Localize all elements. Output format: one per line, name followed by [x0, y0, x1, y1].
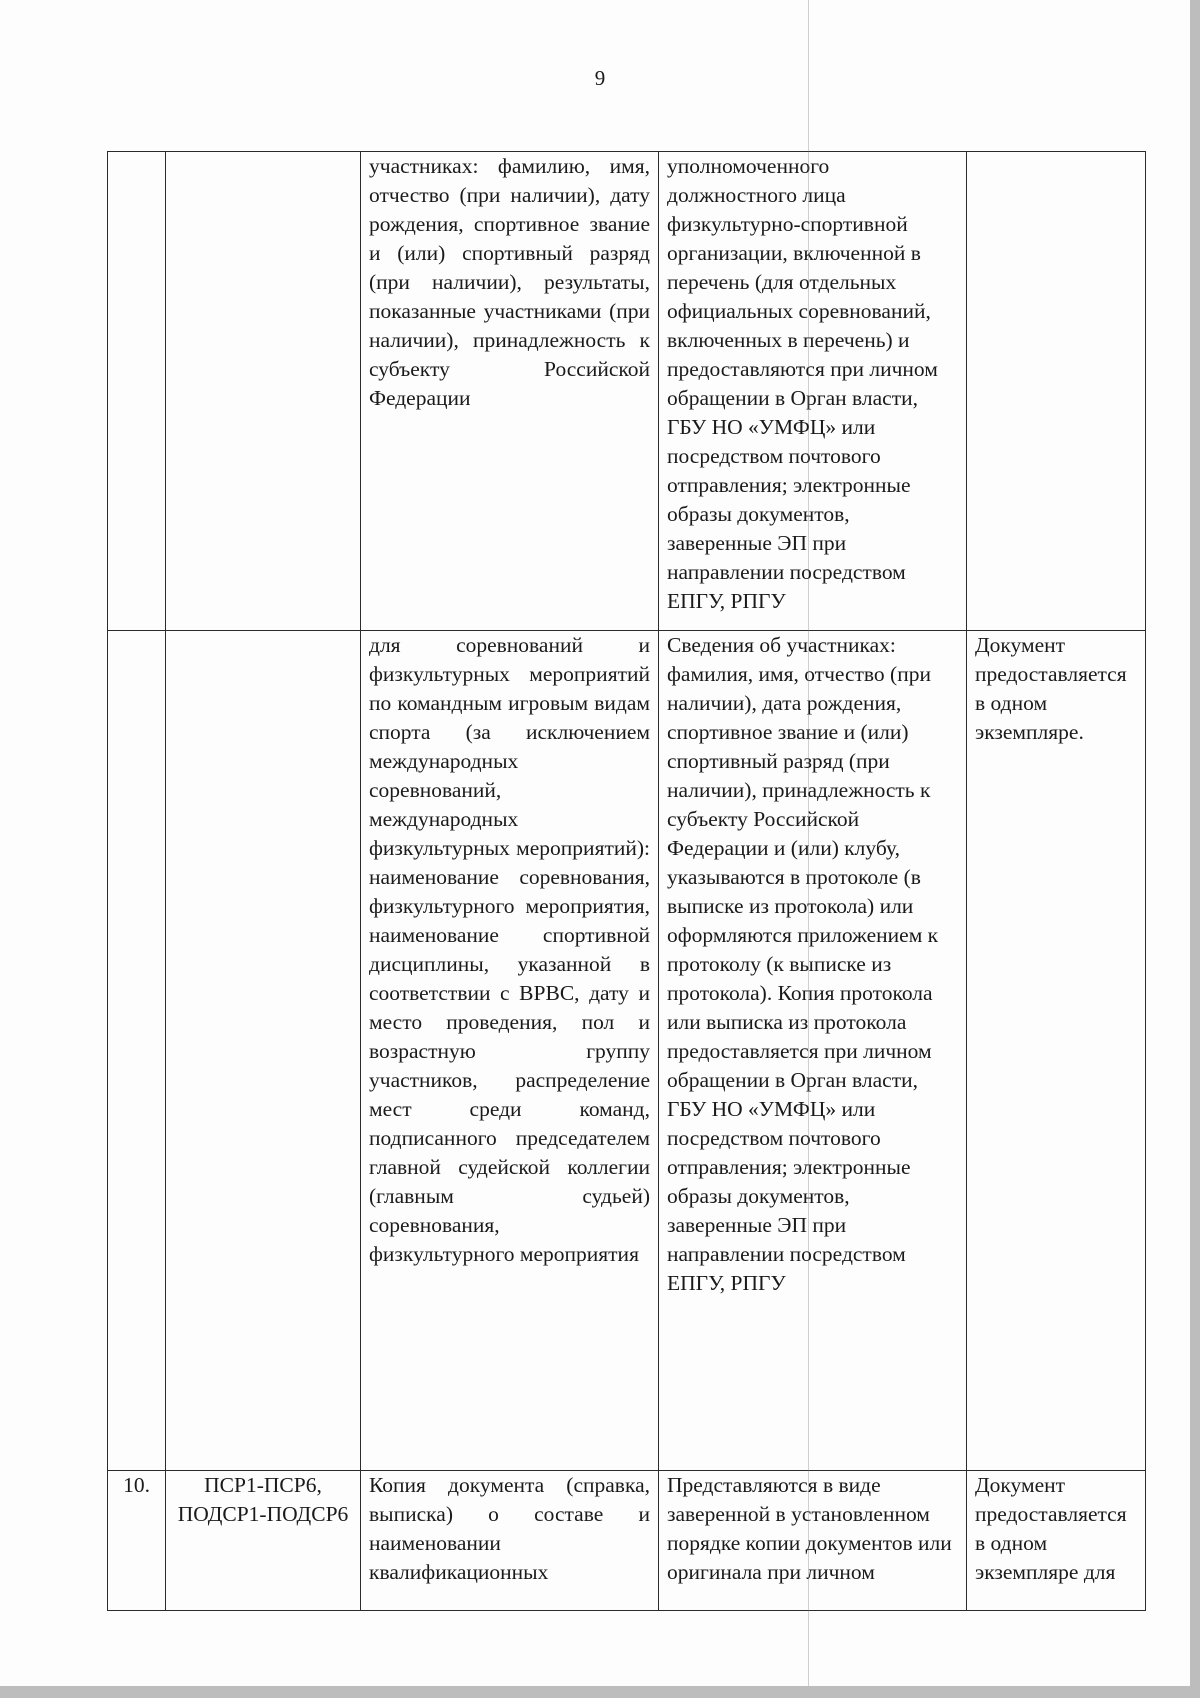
note-cell	[967, 631, 1146, 1471]
description-text: уполномоченного должностного лица физкультурно-спортивной организации, включенной в перечень (для отдельных официальных соревнований, включенных в перечень) и предоставляются при личном обращении в Орган власти, ГБУ НО «УМФЦ» или посредством почтового отправления; электронные образы документов, заверенные ЭП при направлении посредством ЕПГУ, РПГУ	[667, 154, 938, 613]
code-cell	[166, 1471, 361, 1611]
row-number-cell	[108, 152, 166, 631]
requirement-text: Копия документа (справка, выписка) о составе и наименовании квалификационных	[369, 1473, 650, 1584]
requirements-table	[107, 151, 1146, 1611]
note-cell	[967, 1471, 1146, 1611]
row-number-cell	[108, 631, 166, 1471]
table-row	[108, 152, 1146, 631]
note-cell	[967, 152, 1146, 631]
description-cell	[659, 152, 967, 631]
requirement-text: для соревнований и физкультурных мероприятий по командным игровым видам спорта (за исключением международных соревнований, международных физкультурных мероприятий): наименование соревнования, физкультурного мероприятия, наименование спортивной дисциплины, указанной в соответствии с ВРВС, дату и место проведения, пол и возрастную группу участников, распределение мест среди команд, подписанного председателем главной судейской коллегии (главным судьей) соревнования, физкультурного мероприятия	[369, 633, 650, 1266]
description-text: Представляются в виде заверенной в установленном порядке копии документов или оригинала при личном	[667, 1473, 952, 1584]
row-number-cell	[108, 1471, 166, 1611]
code-cell	[166, 631, 361, 1471]
code-cell	[166, 152, 361, 631]
scan-fold-line	[808, 0, 809, 1686]
page-number: 9	[594, 66, 606, 90]
row-number: 10.	[123, 1473, 150, 1497]
requirement-cell	[361, 631, 659, 1471]
code-text: ПСР1-ПСР6, ПОДСР1-ПОДСР6	[177, 1473, 349, 1526]
requirement-cell	[361, 1471, 659, 1611]
note-text: Документ предоставляется в одном экземпляре.	[975, 633, 1127, 744]
requirement-cell	[361, 152, 659, 631]
description-text: Сведения об участниках: фамилия, имя, отчество (при наличии), дата рождения, спортивное звание и (или) спортивный разряд (при наличии), принадлежность к субъекту Российской Федерации и (или) клубу, указываются в протоколе (в выписке из протокола) или оформляются приложением к протоколу (к выписке из протокола). Копия протокола или выписка из протокола предоставляется при личном обращении в Орган власти, ГБУ НО «УМФЦ» или посредством почтового отправления; электронные образы документов, заверенные ЭП при направлении посредством ЕПГУ, РПГУ	[667, 633, 939, 1295]
note-text: Документ предоставляется в одном экземпляре для	[975, 1473, 1127, 1584]
table-row	[108, 1471, 1146, 1611]
description-cell	[659, 631, 967, 1471]
table-row	[108, 631, 1146, 1471]
description-cell	[659, 1471, 967, 1611]
requirement-text: участниках: фамилию, имя, отчество (при наличии), дату рождения, спортивное звание и (или) спортивный разряд (при наличии), результаты, показанные участниками (при наличии), принадлежность к субъекту Российской Федерации	[369, 154, 650, 410]
